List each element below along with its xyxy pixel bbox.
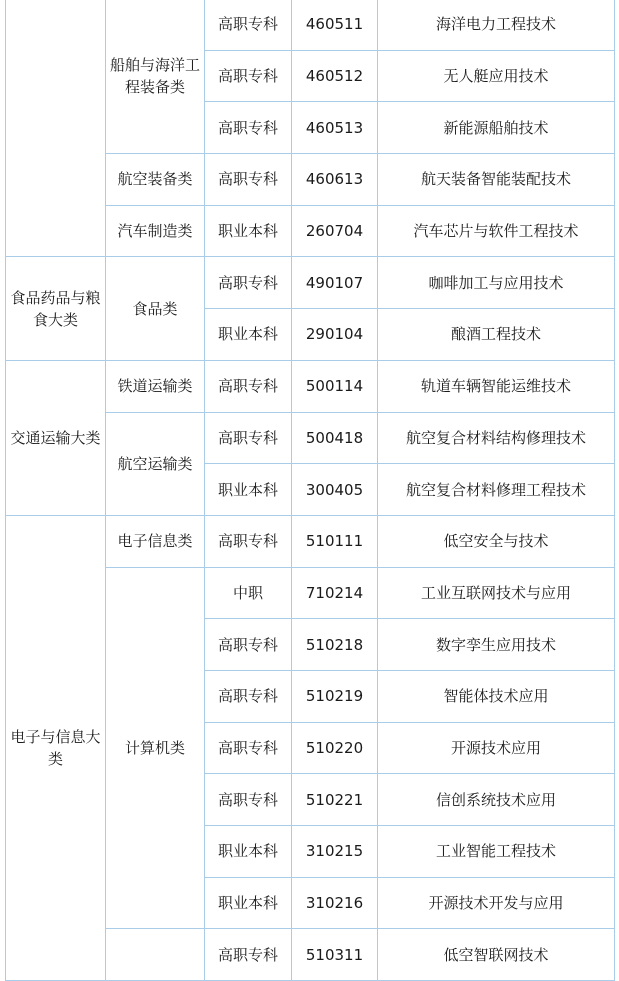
code-cell: 500418 <box>292 412 378 464</box>
category-cell: 交通运输大类 <box>6 360 106 515</box>
code-cell: 510311 <box>292 929 378 981</box>
subcategory-cell: 船舶与海洋工程装备类 <box>106 0 205 154</box>
major-name-cell: 无人艇应用技术 <box>378 50 615 102</box>
category-cell: 电子与信息大类 <box>6 515 106 980</box>
subcategory-cell: 汽车制造类 <box>106 205 205 257</box>
major-name-cell: 海洋电力工程技术 <box>378 0 615 50</box>
subcategory-cell: 计算机类 <box>106 567 205 929</box>
subcategory-cell <box>106 929 205 981</box>
level-cell: 职业本科 <box>205 877 292 929</box>
level-cell: 高职专科 <box>205 412 292 464</box>
level-cell: 高职专科 <box>205 619 292 671</box>
category-cell: 食品药品与粮食大类 <box>6 257 106 360</box>
code-cell: 510218 <box>292 619 378 671</box>
level-cell: 职业本科 <box>205 309 292 361</box>
code-cell: 490107 <box>292 257 378 309</box>
major-name-cell: 智能体技术应用 <box>378 670 615 722</box>
category-cell <box>6 0 106 257</box>
level-cell: 高职专科 <box>205 50 292 102</box>
majors-table <box>5 0 615 981</box>
subcategory-cell: 航空装备类 <box>106 154 205 206</box>
table-row <box>6 257 615 309</box>
level-cell: 高职专科 <box>205 670 292 722</box>
code-cell: 290104 <box>292 309 378 361</box>
level-cell: 高职专科 <box>205 0 292 50</box>
major-name-cell: 低空智联网技术 <box>378 929 615 981</box>
level-cell: 职业本科 <box>205 464 292 516</box>
major-name-cell: 汽车芯片与软件工程技术 <box>378 205 615 257</box>
level-cell: 高职专科 <box>205 257 292 309</box>
code-cell: 510221 <box>292 774 378 826</box>
major-name-cell: 航天装备智能装配技术 <box>378 154 615 206</box>
level-cell: 高职专科 <box>205 722 292 774</box>
major-name-cell: 开源技术应用 <box>378 722 615 774</box>
code-cell: 510219 <box>292 670 378 722</box>
major-name-cell: 低空安全与技术 <box>378 515 615 567</box>
level-cell: 职业本科 <box>205 826 292 878</box>
table-row <box>6 0 615 50</box>
major-name-cell: 工业互联网技术与应用 <box>378 567 615 619</box>
level-cell: 高职专科 <box>205 102 292 154</box>
code-cell: 260704 <box>292 205 378 257</box>
code-cell: 460512 <box>292 50 378 102</box>
subcategory-cell: 食品类 <box>106 257 205 360</box>
major-name-cell: 数字孪生应用技术 <box>378 619 615 671</box>
code-cell: 460513 <box>292 102 378 154</box>
subcategory-cell: 电子信息类 <box>106 515 205 567</box>
level-cell: 职业本科 <box>205 205 292 257</box>
level-cell: 高职专科 <box>205 929 292 981</box>
major-name-cell: 咖啡加工与应用技术 <box>378 257 615 309</box>
level-cell: 高职专科 <box>205 154 292 206</box>
major-name-cell: 工业智能工程技术 <box>378 826 615 878</box>
code-cell: 310216 <box>292 877 378 929</box>
code-cell: 460511 <box>292 0 378 50</box>
major-name-cell: 航空复合材料修理工程技术 <box>378 464 615 516</box>
major-name-cell: 信创系统技术应用 <box>378 774 615 826</box>
level-cell: 中职 <box>205 567 292 619</box>
major-name-cell: 酿酒工程技术 <box>378 309 615 361</box>
major-name-cell: 新能源船舶技术 <box>378 102 615 154</box>
code-cell: 510220 <box>292 722 378 774</box>
level-cell: 高职专科 <box>205 774 292 826</box>
table-row <box>6 360 615 412</box>
code-cell: 710214 <box>292 567 378 619</box>
level-cell: 高职专科 <box>205 360 292 412</box>
level-cell: 高职专科 <box>205 515 292 567</box>
major-name-cell: 轨道车辆智能运维技术 <box>378 360 615 412</box>
code-cell: 310215 <box>292 826 378 878</box>
code-cell: 300405 <box>292 464 378 516</box>
subcategory-cell: 铁道运输类 <box>106 360 205 412</box>
code-cell: 510111 <box>292 515 378 567</box>
code-cell: 500114 <box>292 360 378 412</box>
table-row <box>6 515 615 567</box>
subcategory-cell: 航空运输类 <box>106 412 205 515</box>
major-name-cell: 航空复合材料结构修理技术 <box>378 412 615 464</box>
code-cell: 460613 <box>292 154 378 206</box>
major-name-cell: 开源技术开发与应用 <box>378 877 615 929</box>
